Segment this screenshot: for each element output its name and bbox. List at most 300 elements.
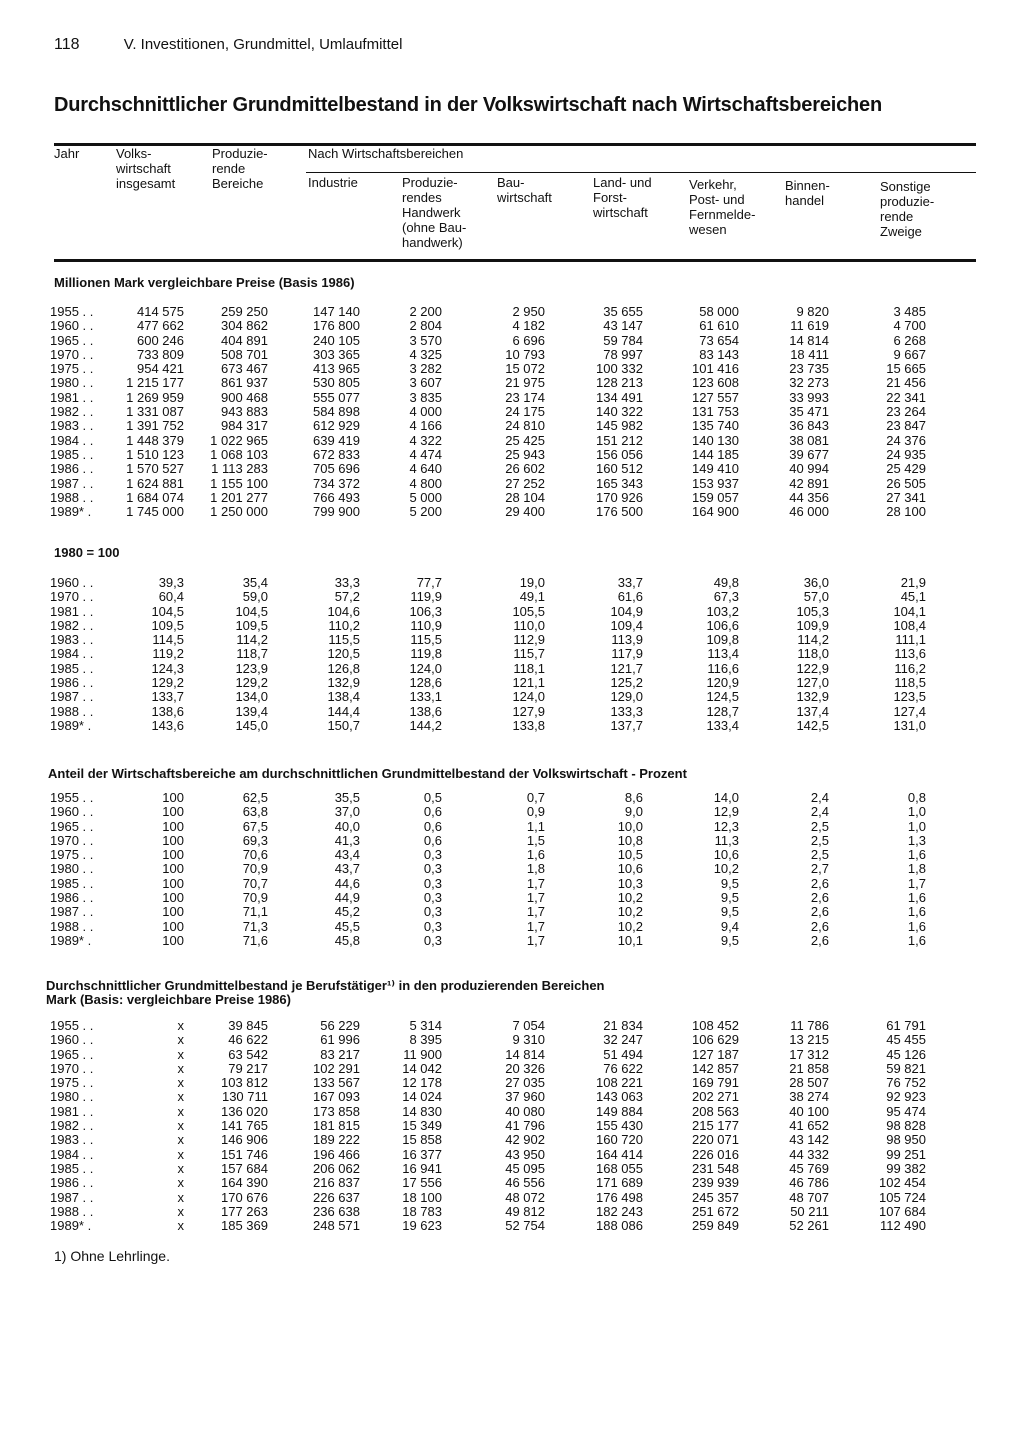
cell-land: 145 982 — [596, 418, 643, 434]
cell-binnen: 45 769 — [789, 1160, 829, 1176]
cell-sonstige: 99 382 — [886, 1160, 926, 1176]
cell-verkehr: 61 610 — [699, 318, 739, 334]
cell-land: 33,7 — [617, 575, 643, 590]
cell-verkehr: 106 629 — [692, 1032, 739, 1048]
cell-vw: 1 624 881 — [126, 475, 184, 491]
cell-year: 1982 . . — [50, 617, 94, 633]
table-row — [0, 1133, 1000, 1147]
cell-bau: 24 810 — [505, 418, 545, 434]
cell-bau: 23 174 — [505, 389, 545, 405]
cell-vw: x — [177, 1060, 184, 1076]
cell-sonstige: 118,5 — [894, 675, 926, 691]
cell-bau: 1,7 — [526, 875, 545, 891]
cell-bau: 133,8 — [512, 717, 545, 733]
cell-year: 1960 . . — [50, 1032, 94, 1048]
cell-handwerk: 3 282 — [409, 361, 442, 377]
cell-binnen: 52 261 — [789, 1218, 829, 1234]
cell-bau: 24 175 — [505, 404, 545, 420]
table-row — [0, 791, 1000, 805]
cell-bau: 0,7 — [526, 790, 545, 805]
table-row — [0, 462, 1000, 476]
cell-year: 1960 . . — [50, 318, 94, 334]
cell-binnen: 2,6 — [810, 875, 829, 891]
cell-binnen: 44 332 — [789, 1146, 829, 1162]
cell-sonstige: 127,4 — [893, 703, 926, 719]
cell-vw: 1 448 379 — [126, 432, 184, 448]
table-row — [0, 376, 1000, 390]
cell-binnen: 2,6 — [810, 918, 829, 934]
cell-sonstige: 99 251 — [886, 1146, 926, 1162]
cell-year: 1983 . . — [50, 1132, 94, 1148]
cell-prod: 63,8 — [242, 804, 268, 820]
cell-sonstige: 105 724 — [879, 1189, 926, 1205]
cell-industrie: 181 815 — [313, 1118, 360, 1134]
cell-land: 10,5 — [617, 847, 643, 863]
cell-vw: x — [177, 1089, 184, 1105]
cell-industrie: 41,3 — [334, 832, 360, 848]
table-row — [0, 662, 1000, 676]
cell-prod: 259 250 — [221, 304, 268, 319]
cell-year: 1955 . . — [50, 790, 94, 805]
cell-bau: 45 095 — [505, 1160, 545, 1176]
section-heading-mark-basis: Mark (Basis: vergleichbare Preise 1986) — [46, 992, 291, 1007]
cell-industrie: 35,5 — [334, 790, 360, 805]
cell-handwerk: 14 042 — [402, 1060, 442, 1076]
cell-bau: 27 035 — [505, 1075, 545, 1091]
cell-vw: 1 215 177 — [126, 375, 184, 391]
cell-handwerk: 119,9 — [410, 589, 442, 605]
col-volkswirtschaft: Volks- wirtschaft insgesamt — [116, 146, 176, 191]
cell-prod: 177 263 — [221, 1203, 268, 1219]
cell-industrie: 248 571 — [313, 1218, 360, 1234]
cell-bau: 20 326 — [505, 1060, 545, 1076]
cell-vw: 954 421 — [137, 361, 184, 377]
cell-bau: 1,7 — [526, 932, 545, 948]
cell-bau: 29 400 — [505, 504, 545, 520]
cell-land: 78 997 — [603, 346, 643, 362]
table-row — [0, 1176, 1000, 1190]
cell-verkehr: 49,8 — [713, 575, 739, 590]
cell-year: 1989* . — [50, 717, 92, 733]
cell-industrie: 57,2 — [334, 589, 360, 605]
cell-verkehr: 9,4 — [720, 918, 739, 934]
cell-binnen: 2,6 — [810, 890, 829, 906]
cell-land: 143 063 — [596, 1089, 643, 1105]
cell-handwerk: 2 200 — [409, 304, 442, 319]
cell-prod: 508 701 — [221, 346, 268, 362]
cell-year: 1988 . . — [50, 918, 94, 934]
cell-prod: 46 622 — [228, 1032, 268, 1048]
cell-handwerk: 5 200 — [409, 504, 442, 520]
cell-binnen: 46 786 — [789, 1175, 829, 1191]
cell-land: 140 322 — [596, 404, 643, 420]
table-row — [0, 805, 1000, 819]
cell-verkehr: 9,5 — [720, 890, 739, 906]
cell-prod: 673 467 — [221, 361, 268, 377]
cell-binnen: 2,6 — [810, 932, 829, 948]
cell-verkehr: 128,7 — [706, 703, 739, 719]
table-row — [0, 1048, 1000, 1062]
cell-sonstige: 24 376 — [886, 432, 926, 448]
cell-vw: 129,2 — [151, 675, 184, 691]
cell-industrie: 612 929 — [313, 418, 360, 434]
cell-sonstige: 92 923 — [886, 1089, 926, 1105]
cell-vw: 138,6 — [151, 703, 184, 719]
table-row — [0, 334, 1000, 348]
cell-land: 121,7 — [610, 660, 643, 676]
col-industrie: Industrie — [308, 175, 358, 190]
cell-prod: 59,0 — [242, 589, 268, 605]
cell-industrie: 196 466 — [313, 1146, 360, 1162]
cell-sonstige: 1,6 — [907, 847, 926, 863]
cell-year: 1981 . . — [50, 603, 94, 619]
cell-industrie: 176 800 — [313, 318, 360, 334]
cell-land: 182 243 — [596, 1203, 643, 1219]
cell-industrie: 303 365 — [313, 346, 360, 362]
cell-land: 149 884 — [596, 1103, 643, 1119]
cell-prod: 145,0 — [235, 717, 268, 733]
cell-prod: 103 812 — [221, 1075, 268, 1091]
data-block-millionen — [0, 305, 1000, 519]
cell-verkehr: 113,4 — [707, 646, 739, 662]
cell-sonstige: 22 341 — [886, 389, 926, 405]
cell-verkehr: 159 057 — [692, 489, 739, 505]
cell-prod: 1 155 100 — [210, 475, 268, 491]
table-row — [0, 862, 1000, 876]
cell-land: 100 332 — [596, 361, 643, 377]
cell-verkehr: 149 410 — [692, 461, 739, 477]
cell-industrie: 61 996 — [320, 1032, 360, 1048]
section-heading-je-berufstaetiger: Durchschnittlicher Grundmittelbestand je Berufstätiger¹⁾ in den produzierenden Bereichen — [46, 978, 605, 993]
cell-vw: 100 — [162, 875, 184, 891]
cell-industrie: 705 696 — [313, 461, 360, 477]
cell-year: 1970 . . — [50, 832, 94, 848]
cell-verkehr: 103,2 — [706, 603, 739, 619]
cell-handwerk: 2 804 — [409, 318, 442, 334]
cell-year: 1970 . . — [50, 589, 94, 605]
cell-bau: 42 902 — [505, 1132, 545, 1148]
cell-binnen: 2,4 — [810, 804, 829, 820]
cell-vw: 477 662 — [137, 318, 184, 334]
cell-verkehr: 127 187 — [692, 1046, 739, 1062]
cell-vw: 100 — [162, 804, 184, 820]
cell-industrie: 189 222 — [313, 1132, 360, 1148]
cell-year: 1975 . . — [50, 847, 94, 863]
cell-industrie: 37,0 — [334, 804, 360, 820]
cell-binnen: 11 619 — [790, 318, 829, 334]
cell-verkehr: 231 548 — [692, 1160, 739, 1176]
table-row — [0, 1090, 1000, 1104]
cell-bau: 6 696 — [512, 332, 545, 348]
cell-land: 176 498 — [596, 1189, 643, 1205]
cell-handwerk: 0,3 — [423, 890, 442, 906]
cell-verkehr: 12,3 — [713, 818, 739, 834]
cell-verkehr: 142 857 — [692, 1060, 739, 1076]
section-heading-millionen: Millionen Mark vergleichbare Preise (Basis 1986) — [54, 275, 355, 290]
cell-handwerk: 0,3 — [423, 875, 442, 891]
cell-prod: 104,5 — [235, 603, 268, 619]
cell-vw: x — [177, 1203, 184, 1219]
cell-prod: 1 022 965 — [210, 432, 268, 448]
cell-sonstige: 1,8 — [907, 861, 926, 877]
cell-prod: 71,3 — [242, 918, 268, 934]
cell-industrie: 150,7 — [327, 717, 360, 733]
table-row — [0, 1148, 1000, 1162]
cell-industrie: 672 833 — [313, 446, 360, 462]
cell-binnen: 23 735 — [789, 361, 829, 377]
table-row — [0, 891, 1000, 905]
cell-bau: 21 975 — [505, 375, 545, 391]
cell-land: 59 784 — [603, 332, 643, 348]
cell-handwerk: 15 349 — [402, 1118, 442, 1134]
cell-year: 1989* . — [50, 504, 92, 520]
cell-year: 1980 . . — [50, 375, 94, 391]
cell-vw: 1 745 000 — [126, 504, 184, 520]
cell-verkehr: 164 900 — [692, 504, 739, 520]
chapter-title: V. Investitionen, Grundmittel, Umlaufmittel — [123, 36, 403, 53]
cell-binnen: 32 273 — [789, 375, 829, 391]
cell-binnen: 13 215 — [789, 1032, 829, 1048]
cell-verkehr: 67,3 — [713, 589, 739, 605]
cell-binnen: 36,0 — [803, 575, 829, 590]
cell-sonstige: 0,8 — [907, 790, 926, 805]
cell-verkehr: 9,5 — [720, 904, 739, 920]
cell-prod: 67,5 — [242, 818, 268, 834]
cell-sonstige: 1,0 — [907, 804, 926, 820]
cell-year: 1984 . . — [50, 432, 94, 448]
page-number: 118 — [54, 36, 80, 53]
cell-land: 128 213 — [596, 375, 643, 391]
table-row — [0, 877, 1000, 891]
cell-handwerk: 18 100 — [402, 1189, 442, 1205]
cell-handwerk: 110,9 — [410, 617, 442, 633]
cell-vw: x — [177, 1018, 184, 1033]
cell-sonstige: 108,4 — [893, 617, 926, 633]
cell-land: 10,3 — [617, 875, 643, 891]
cell-sonstige: 102 454 — [879, 1175, 926, 1191]
cell-land: 168 055 — [596, 1160, 643, 1176]
cell-year: 1955 . . — [50, 1018, 94, 1033]
cell-verkehr: 108 452 — [692, 1018, 739, 1033]
cell-year: 1984 . . — [50, 1146, 94, 1162]
cell-binnen: 2,5 — [810, 818, 829, 834]
cell-handwerk: 106,3 — [409, 603, 442, 619]
cell-binnen: 118,0 — [797, 646, 829, 662]
cell-prod: 35,4 — [242, 575, 268, 590]
cell-year: 1986 . . — [50, 461, 94, 477]
cell-handwerk: 0,6 — [423, 804, 442, 820]
cell-sonstige: 6 268 — [893, 332, 926, 348]
table-row — [0, 348, 1000, 362]
cell-vw: 60,4 — [158, 589, 184, 605]
cell-verkehr: 58 000 — [699, 304, 739, 319]
cell-binnen: 137,4 — [796, 703, 829, 719]
cell-bau: 7 054 — [512, 1018, 545, 1033]
table-row — [0, 1062, 1000, 1076]
col-sonstige: Sonstige produzie- rende Zweige — [880, 179, 935, 239]
cell-year: 1965 . . — [50, 332, 94, 348]
cell-year: 1989* . — [50, 1218, 92, 1234]
cell-year: 1988 . . — [50, 703, 94, 719]
cell-year: 1981 . . — [50, 1103, 94, 1119]
cell-land: 10,6 — [617, 861, 643, 877]
cell-verkehr: 169 791 — [692, 1075, 739, 1091]
cell-prod: 118,7 — [236, 646, 268, 662]
cell-vw: x — [177, 1175, 184, 1191]
cell-year: 1983 . . — [50, 632, 94, 648]
cell-sonstige: 25 429 — [886, 461, 926, 477]
cell-binnen: 33 993 — [789, 389, 829, 405]
table-row — [0, 647, 1000, 661]
table-row — [0, 1119, 1000, 1133]
cell-binnen: 28 507 — [789, 1075, 829, 1091]
cell-binnen: 127,0 — [796, 675, 829, 691]
cell-handwerk: 4 166 — [409, 418, 442, 434]
cell-handwerk: 0,3 — [423, 932, 442, 948]
cell-land: 51 494 — [603, 1046, 643, 1062]
cell-binnen: 2,6 — [810, 904, 829, 920]
table-row — [0, 1033, 1000, 1047]
cell-land: 151 212 — [596, 432, 643, 448]
cell-land: 10,2 — [617, 890, 643, 906]
cell-binnen: 38 274 — [789, 1089, 829, 1105]
cell-binnen: 40 100 — [789, 1103, 829, 1119]
cell-sonstige: 21,9 — [900, 575, 926, 590]
cell-land: 170 926 — [596, 489, 643, 505]
cell-vw: x — [177, 1118, 184, 1134]
cell-land: 134 491 — [596, 389, 643, 405]
cell-prod: 1 113 283 — [211, 461, 268, 477]
cell-verkehr: 202 271 — [692, 1089, 739, 1105]
cell-bau: 52 754 — [505, 1218, 545, 1234]
cell-verkehr: 133,4 — [706, 717, 739, 733]
cell-handwerk: 115,5 — [410, 632, 442, 648]
cell-year: 1960 . . — [50, 575, 94, 590]
table-row — [0, 477, 1000, 491]
cell-vw: 100 — [162, 790, 184, 805]
cell-bau: 41 796 — [505, 1118, 545, 1134]
cell-sonstige: 3 485 — [893, 304, 926, 319]
cell-bau: 4 182 — [512, 318, 545, 334]
cell-industrie: 766 493 — [313, 489, 360, 505]
cell-vw: x — [177, 1103, 184, 1119]
cell-handwerk: 0,5 — [423, 790, 442, 805]
cell-binnen: 39 677 — [789, 446, 829, 462]
cell-industrie: 56 229 — [320, 1018, 360, 1033]
cell-verkehr: 259 849 — [692, 1218, 739, 1234]
cell-handwerk: 0,3 — [423, 918, 442, 934]
table-row — [0, 590, 1000, 604]
table-row — [0, 848, 1000, 862]
cell-vw: x — [177, 1032, 184, 1048]
cell-land: 9,0 — [624, 804, 643, 820]
cell-sonstige: 4 700 — [893, 318, 926, 334]
cell-verkehr: 14,0 — [713, 790, 739, 805]
cell-sonstige: 23 264 — [886, 404, 926, 420]
table-row — [0, 934, 1000, 948]
cell-verkehr: 83 143 — [699, 346, 739, 362]
header-bottom-rule — [54, 259, 976, 262]
cell-bau: 1,5 — [526, 832, 545, 848]
cell-handwerk: 16 377 — [402, 1146, 442, 1162]
cell-land: 188 086 — [596, 1218, 643, 1234]
cell-verkehr: 73 654 — [699, 332, 739, 348]
cell-industrie: 133 567 — [313, 1075, 360, 1091]
cell-year: 1985 . . — [50, 875, 94, 891]
cell-vw: 133,7 — [151, 689, 184, 705]
cell-sonstige: 1,6 — [907, 890, 926, 906]
cell-handwerk: 14 830 — [402, 1103, 442, 1119]
cell-binnen: 35 471 — [789, 404, 829, 420]
cell-vw: 1 684 074 — [126, 489, 184, 505]
cell-handwerk: 18 783 — [402, 1203, 442, 1219]
cell-vw: x — [177, 1160, 184, 1176]
cell-prod: 164 390 — [221, 1175, 268, 1191]
cell-vw: 143,6 — [151, 717, 184, 733]
cell-year: 1981 . . — [50, 389, 94, 405]
cell-bau: 49 812 — [505, 1203, 545, 1219]
cell-land: 10,8 — [617, 832, 643, 848]
cell-sonstige: 45,1 — [900, 589, 926, 605]
cell-bau: 25 943 — [505, 446, 545, 462]
cell-binnen: 38 081 — [789, 432, 829, 448]
cell-prod: 304 862 — [221, 318, 268, 334]
cell-prod: 71,1 — [242, 904, 268, 920]
cell-bau: 46 556 — [505, 1175, 545, 1191]
cell-vw: 1 510 123 — [126, 446, 184, 462]
cell-binnen: 17 312 — [789, 1046, 829, 1062]
col-binnenhandel: Binnen- handel — [785, 178, 830, 208]
col-bauwirtschaft: Bau- wirtschaft — [497, 175, 552, 205]
cell-handwerk: 12 178 — [402, 1075, 442, 1091]
cell-handwerk: 4 800 — [409, 475, 442, 491]
cell-land: 76 622 — [603, 1060, 643, 1076]
cell-bau: 112,9 — [513, 632, 545, 648]
cell-verkehr: 239 939 — [692, 1175, 739, 1191]
cell-land: 164 414 — [596, 1146, 643, 1162]
cell-sonstige: 107 684 — [879, 1203, 926, 1219]
cell-vw: 1 331 087 — [126, 404, 184, 420]
cell-year: 1980 . . — [50, 861, 94, 877]
cell-bau: 127,9 — [512, 703, 545, 719]
cell-bau: 48 072 — [505, 1189, 545, 1205]
cell-verkehr: 123 608 — [692, 375, 739, 391]
table-row — [0, 362, 1000, 376]
table-row — [0, 491, 1000, 505]
cell-industrie: 236 638 — [313, 1203, 360, 1219]
cell-industrie: 530 805 — [313, 375, 360, 391]
cell-verkehr: 12,9 — [713, 804, 739, 820]
cell-handwerk: 17 556 — [402, 1175, 442, 1191]
cell-land: 156 056 — [596, 446, 643, 462]
cell-industrie: 104,6 — [327, 603, 360, 619]
cell-year: 1970 . . — [50, 346, 94, 362]
section-heading-anteil: Anteil der Wirtschaftsbereiche am durchschnittlichen Grundmittelbestand der Volkswirtschaft - Prozent — [48, 766, 687, 781]
cell-verkehr: 135 740 — [692, 418, 739, 434]
col-group-wirtschaftsbereiche: Nach Wirtschaftsbereichen — [308, 146, 464, 161]
cell-prod: 185 369 — [221, 1218, 268, 1234]
cell-handwerk: 0,6 — [423, 832, 442, 848]
cell-year: 1987 . . — [50, 1189, 94, 1205]
cell-year: 1984 . . — [50, 646, 94, 662]
cell-prod: 943 883 — [221, 404, 268, 420]
cell-binnen: 2,5 — [810, 847, 829, 863]
cell-handwerk: 4 325 — [409, 346, 442, 362]
cell-verkehr: 131 753 — [692, 404, 739, 420]
cell-bau: 1,7 — [526, 904, 545, 920]
cell-year: 1982 . . — [50, 1118, 94, 1134]
cell-binnen: 57,0 — [803, 589, 829, 605]
